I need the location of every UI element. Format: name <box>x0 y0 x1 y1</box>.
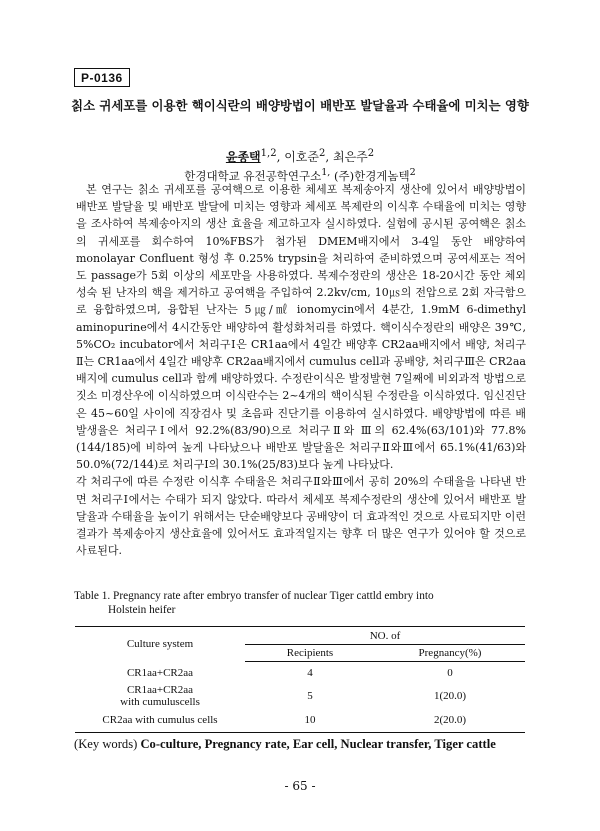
header-culture-system: Culture system <box>75 627 245 662</box>
main-author-affiliation-mark: 1,2 <box>260 148 277 159</box>
affiliation-1-mark: 1, <box>321 167 331 178</box>
keywords-list: Co-culture, Pregnancy rate, Ear cell, Nuclear transfer, Tiger cattle <box>140 737 496 751</box>
header-pregnancy: Pregnancy(%) <box>375 645 525 662</box>
table-cell-pregnancy: 1(20.0) <box>433 690 467 702</box>
table-caption-line-1: Table 1. Pregnancy rate after embryo transfer of nuclear Tiger cattld embry into <box>74 590 434 602</box>
table-cell-recipients: 4 <box>307 667 313 679</box>
table-cell-pregnancy: 2(20.0) <box>375 708 525 733</box>
paper-title: 칡소 귀세포를 이용한 핵이식란의 배양방법이 배반포 발달율과 수태율에 미치는 영향 <box>71 98 529 113</box>
culture-system-line-2: with cumuluscells <box>120 696 200 708</box>
co-author-2: , 최은주 <box>325 150 368 164</box>
header-recipients: Recipients <box>245 645 375 662</box>
keywords-label: (Key words) <box>74 737 141 751</box>
co-author-1-affiliation-mark: 2 <box>318 148 326 159</box>
affiliation-2-mark: 2 <box>409 167 416 178</box>
main-author: 윤종택 <box>225 150 261 164</box>
abstract-code-box <box>74 68 130 87</box>
affiliation-1: 한경대학교 유전공학연구소 <box>184 168 322 183</box>
co-author-2-affiliation-mark: 2 <box>367 148 375 159</box>
table-cell-culture-system: CR2aa with cumulus cells <box>75 708 245 733</box>
abstract-code: P-0136 <box>81 71 123 85</box>
table-cell-recipients: 5 <box>307 690 313 702</box>
culture-system-line-1: CR1aa+CR2aa <box>126 684 194 696</box>
table-cell-culture-system: CR1aa+CR2aa <box>126 666 194 679</box>
author-list <box>0 146 600 165</box>
table-caption-line-2: Holstein heifer <box>108 604 176 616</box>
co-author-1: , 이호준 <box>276 150 319 164</box>
table-cell-culture-system <box>75 684 245 708</box>
table-row <box>75 708 525 733</box>
abstract-paragraph-1: 본 연구는 칡소 귀세포를 공여핵으로 이용한 체세포 복제송아지 생산에 있어서 배양방법이 배반포 발달율 및 배반포 발달에 미치는 영향과 체세포 복제란의 이식후 수태율에 미치는 영향을 조사하여 복제송아지의 생산 효율을 제고하고자 실시하였다. 실험에 공시된 공여핵은 칡소의 귀세포를 회수하여 10%FBS가 첨가된 DMEM배지에서 3-4일 동안 배양하여 monolayar Confluent 형성 후 0.25% trypsin을 처리하여 준비하였으며 공여세포는 적어도 passage가 5회 이상의 세포만을 사용하였다. 복제수정란의 생산은 18-20시간 동안 체외성숙 된 난자의 핵을 제거하고 공여핵을 주입하여 2.2kv/cm, 10㎲의 전압으로 2회 자극함으로 융합하였으며, 융합된 난자는 5㎍/㎖ ionomycin에서 4분간, 1.9mM 6-dimethyl aminopurine에서 4시간동안 배양하여 활성화처리를 하였다. 핵이식수정란의 배양은 39℃, 5%CO₂ incubator에서 처리구Ⅰ은 CR1aa에서 4일간 배양후 CR2aa배지에서 배양, 처리구Ⅱ는 CR1aa에서 4일간 배양후 CR2aa배지에서 cumulus cell과 공배양, 처리구Ⅲ은 CR2aa 배지에 cumulus cell과 함께 배양하였다. 수정란이식은 발정발현 7일째에 비외과적 방법으로 짓소 미경산우에 이식하였으며 이식란수는 2~4개의 핵이식된 수정란을 이식하였다. 임신진단은 45~60일 사이에 직장검사 및 초음파 진단기를 이용하여 실시하였다. 배양방법에 따른 배발생율은 처리구Ⅰ에서 92.2%(83/90)으로 처리구Ⅱ와 Ⅲ의 62.4%(63/101)와 77.8%(144/185)에 비하여 높게 나타났으나 배반포 발달율은 처리구Ⅱ와Ⅲ에서 65.1%(41/63)와 50.0%(72/144)로 처리구Ⅰ의 30.1%(25/83)보다 높게 나타났다. <box>76 183 526 472</box>
abstract-paragraph-2: 각 처리구에 따른 수정란 이식후 수태율은 처리구Ⅱ와Ⅲ에서 공히 20%의 수태율을 나타낸 반면 처리구Ⅰ에서는 수태가 되지 않았다. 따라서 체세포 복제수정란의 생산에 있어서 배반포 발달율과 수태율을 높이기 위해서는 단순배양보다 공배양이 더 효과적인 것으로 사료되지만 이런 결과가 복제송아지 생산효율에 있어서도 효과적일지는 향후 더 많은 연구가 있어야 할 것으로 사료된다. <box>76 475 526 558</box>
table-row <box>75 684 525 708</box>
pregnancy-rate-table <box>75 626 525 733</box>
table-row <box>75 662 525 685</box>
affiliation-2: (주)한경게놈텍 <box>330 168 410 183</box>
header-no-of: NO. of <box>245 627 525 645</box>
table-caption <box>74 589 544 617</box>
table-cell-pregnancy: 0 <box>447 667 453 679</box>
table-cell-recipients: 10 <box>245 708 375 733</box>
keywords-line <box>74 736 544 752</box>
page-number: - 65 - <box>284 779 316 793</box>
abstract-body <box>76 181 526 559</box>
